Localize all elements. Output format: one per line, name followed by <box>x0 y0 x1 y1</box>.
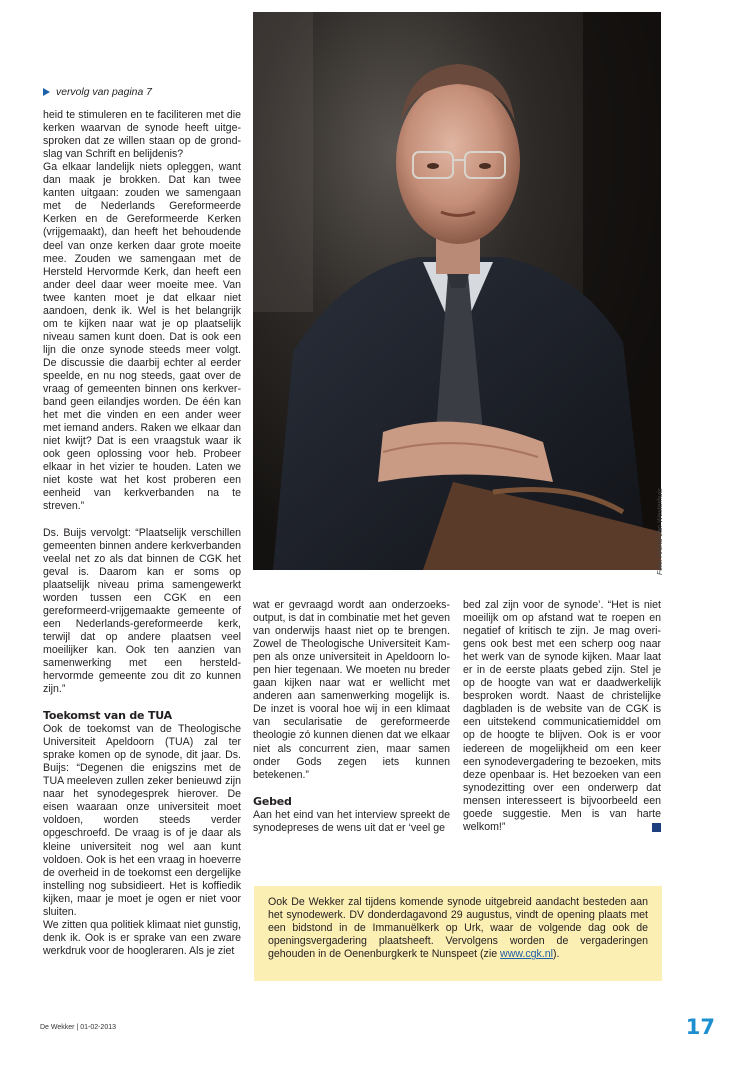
article-column-3 <box>463 599 661 834</box>
paragraph: Ga elkaar landelijk niets opleggen, want dan maak je brokken. Dat kan twee kanten uitgaan: zouden we samengaan met de Nederlands Gereformeerde Kerken en de Gereformeerde Kerken (vrijgemaakt), dan heeft het behoudende deel van onze kerken daar grote moeite mee. Zouden we samengaan met de Hersteld Hervormde Kerk, dan heeft een ander deel daar weer moeite mee. Van twee kanten moet je dat elkaar niet aandoen, denk ik. Wel is het belangrijk om te kijken naar wat je op plaatselijk niveau samen kunt doen. Dat is ook een lijn die onze synode steeds meer volgt. De discussie die daarbij echter al eerder speelde, en nu nog steeds, gaat over de vraag of gemeenten binnen ons kerkverband geen eilandjes worden. De één kan het met die vinden en een ander weer met iemand anders. Raken we elkaar dan niet kwijt? Dat is een vraagstuk waar ik ook geen oplossing voor heb. Probeer elkaar in het vizier te houden. Laten we niet koste wat het kost proberen een eenheid van kerkverbanden na te streven.” <box>43 161 241 513</box>
end-of-article-square-icon <box>652 823 661 832</box>
paragraph: Aan het eind van het interview spreekt de synodepreses de wens uit dat er ‘veel ge <box>253 808 450 834</box>
announcement-text: Ook De Wekker zal tijdens komende synode uitgebreid aandacht besteden aan het synodewerk. DV donderdagavond 29 augustus, vindt de opening plaats met een bidstond in de Immanuëlkerk op Urk, waar de volgende dag ook de openingsvergadering plaatsheeft. Vervolgens worden de vergaderingen gehouden in de Oenenburgkerk te Nunspeet (zie www.cgk.nl). <box>268 896 648 961</box>
section-heading: Toekomst van de TUA <box>43 709 172 723</box>
paragraph: Ook de toekomst van de Theologische Universiteit Apeldoorn (TUA) zal ter sprake komen op de synode, dit jaar. Ds. Buijs: “Degenen die enigszins met de TUA meeleven zullen zeker benieuwd zijn naar het synodegesprek hierover. De eisen waaraan onze universiteit moet voldoen, worden steeds verder opgeschroefd. De vraag is of je daar als kleine universiteit nog wel aan kunt voldoen. Ook is het een vraag in hoeverre de overheid in de toekomst een dergelijke instelling nog subsidieert. Het is koffiedik kijken, maar je moet je ogen er niet voor sluiten. <box>43 723 241 918</box>
page-number: 17 <box>685 1015 715 1039</box>
footer-issue: De Wekker | 01-02-2013 <box>40 1024 117 1031</box>
section-heading: Gebed <box>253 794 292 808</box>
portrait-illustration <box>253 12 661 570</box>
photo-credit: Foto: Arend-Jan Westerhuis <box>657 488 664 575</box>
portrait-photo <box>253 12 661 570</box>
paragraph: heid te stimuleren en te faciliteren met die kerken waarvan de synode heeft uitgesproken dat ze willen staan op de grondslag van Schrift en belijdenis? <box>43 109 241 161</box>
paragraph: We zitten qua politiek klimaat niet gunstig, denk ik. Ook is er sprake van een zware werkdruk voor de hoogleraren. Als je ziet <box>43 918 241 957</box>
paragraph: wat er gevraagd wordt aan onderzoeksoutput, is dat in combinatie met het geven van onderwijs haast niet op te brengen. Zowel de Theologische Universiteit Kampen als onze universiteit in Apeldoorn lopen hier tegenaan. We moeten nu breder gaan kijken naar wat er wellicht met anderen aan samenwerking mogelijk is. De inzet is vooral hoe wij in een klimaat van secularisatie de gereformeerde theologie zó kunnen dienen dat we elkaar niet als concurrent zien, maar samen onder Gods zegen iets kunnen betekenen.” <box>253 599 450 781</box>
article-column-2 <box>253 599 450 835</box>
triangle-arrow-icon <box>43 88 50 96</box>
article-column-1 <box>43 86 241 958</box>
paragraph: Ds. Buijs vervolgt: “Plaatselijk verschillen gemeenten binnen andere kerkverbanden veelal net zo als dat binnen de CGK het geval is. Daarom kan er soms op plaatselijk niveau prima samengewerkt worden tussen een CGK en een gereformeerd-vrijgemaakte gemeente of een Nederlands-gereformeerde kerk, terwijl dat op andere plaatsen veel moeilijker kan. Ook ten aanzien van samenwerking met een hersteldhervormde gemeente zou dit zo kunnen zijn.” <box>43 526 241 696</box>
continued-from <box>43 86 241 99</box>
announcement-box <box>254 886 662 981</box>
cgk-website-link[interactable]: www.cgk.nl <box>500 948 554 961</box>
continued-label: vervolg van pagina 7 <box>56 87 152 98</box>
paragraph: bed zal zijn voor de synode’. “Het is niet moeilijk om op afstand wat te roepen en negatief of kritisch te zijn. Je mag overigens ook best met een scherp oog naar het werk van de synode kijken. Maar laat er in de eerste plaats gebed zijn. Stel je op de hoogte van wat er daadwerkelijk besproken wordt. Naast de christelijke dagbladen is de website van de CGK is een uitstekend communicatiemiddel om op de hoogte te blijven. Ook is er voor iedereen de mogelijkheid om een keer een synodevergadering te bezoeken, mits deze openbaar is. Het bezoeken van een synodezitting over een onderwerp dat mensen interesseert is bijvoorbeeld een goede suggestie. Men is van harte welkom!” <box>463 599 661 833</box>
